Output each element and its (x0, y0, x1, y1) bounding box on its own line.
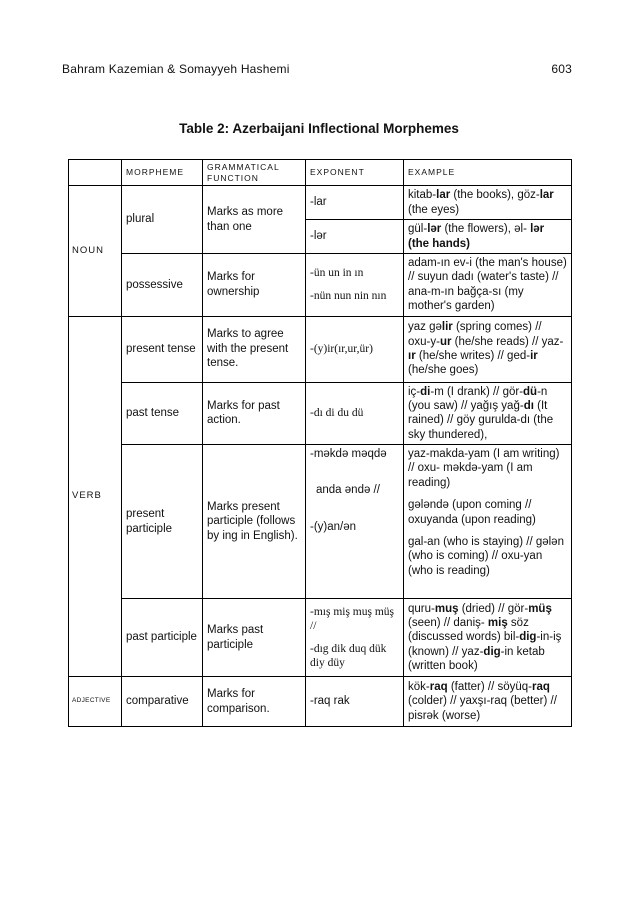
example-possessive: adam-ın ev-i (the man's house) // suyun dadı (water's taste) // ana-m-ın bağça-sı (my mother's garden) (404, 254, 572, 317)
table-row-plural (69, 186, 572, 220)
example-past-tense: iç-di-m (I drank) // gör-dü-n (you saw) // yağış yağ-dı (It rained) // göy gurulda-dı (the sky thundered), (404, 382, 572, 445)
header-exponent: EXPONENT (306, 160, 404, 186)
example-comparative: kök-raq (fatter) // söyüq-raq (colder) // yaxşı-raq (better) // pisrək (worse) (404, 677, 572, 727)
morpheme-past-tense: past tense (122, 382, 203, 445)
page-number: 603 (551, 62, 572, 76)
table-row-present-tense (69, 316, 572, 382)
morpheme-present-participle: present participle (122, 445, 203, 599)
header-morpheme: MORPHEME (122, 160, 203, 186)
table-row-comparative (69, 677, 572, 727)
function-possessive: Marks for ownership (203, 254, 306, 317)
category-adjective: ADJECTIVE (69, 677, 122, 727)
example-plural-ler: gül-lər (the flowers), əl- lər (the hands) (404, 220, 572, 254)
example-present-tense: yaz gəlir (spring comes) // oxu-y-ur (he/she reads) // yaz-ır (he/she writes) // ged-ir (he/she goes) (404, 316, 572, 382)
exponent-plural-lar: -lar (306, 186, 404, 220)
function-past-participle: Marks past participle (203, 599, 306, 677)
header-example: EXAMPLE (404, 160, 572, 186)
category-noun: NOUN (69, 186, 122, 316)
exponent-possessive: -ün un in ın -nün nun nin nın (306, 254, 404, 317)
table-row-past-tense (69, 382, 572, 445)
morpheme-plural: plural (122, 186, 203, 254)
exponent-past-tense: -dı di du dü (306, 382, 404, 445)
table-title: Table 2: Azerbaijani Inflectional Morphemes (179, 121, 459, 136)
running-head (62, 62, 572, 76)
morpheme-present-tense: present tense (122, 316, 203, 382)
function-present-participle: Marks present participle (follows by ing in English). (203, 445, 306, 599)
table-row-past-participle (69, 599, 572, 677)
function-past-tense: Marks for past action. (203, 382, 306, 445)
table-row-possessive (69, 254, 572, 317)
exponent-present-participle: -məkdə məqdə anda əndə // -(y)an/ən (306, 445, 404, 599)
exponent-present-tense: -(y)ir(ır,ur,ür) (306, 316, 404, 382)
function-comparative: Marks for comparison. (203, 677, 306, 727)
exponent-past-participle: -mış miş muş müş // -dıg dik duq dük diy düy (306, 599, 404, 677)
example-plural-lar: kitab-lar (the books), göz-lar (the eyes) (404, 186, 572, 220)
example-present-participle: yaz-makda-yam (I am writing) // oxu- məkdə-yam (I am reading) gələndə (upon coming // oxuyanda (upon reading) gal-an (who is staying) // gələn (who is coming) // oxu-yan (who is reading) (404, 445, 572, 599)
table-header-row (69, 160, 572, 186)
function-plural: Marks as more than one (203, 186, 306, 254)
morpheme-table (68, 159, 572, 727)
category-verb: VERB (69, 316, 122, 677)
header-grammatical-function: GRAMMATICAL FUNCTION (203, 160, 306, 186)
morpheme-comparative: comparative (122, 677, 203, 727)
morpheme-past-participle: past participle (122, 599, 203, 677)
header-category (69, 160, 122, 186)
table-row-present-participle (69, 445, 572, 599)
running-head-authors: Bahram Kazemian & Somayyeh Hashemi (62, 62, 290, 76)
example-past-participle: quru-muş (dried) // gör-müş (seen) // daniş- miş söz (discussed words) bil-dig-in-iş (known) // yaz-dig-in ketab (written book) (404, 599, 572, 677)
function-present-tense: Marks to agree with the present tense. (203, 316, 306, 382)
exponent-plural-ler: -lər (306, 220, 404, 254)
exponent-comparative: -raq rak (306, 677, 404, 727)
morpheme-possessive: possessive (122, 254, 203, 317)
